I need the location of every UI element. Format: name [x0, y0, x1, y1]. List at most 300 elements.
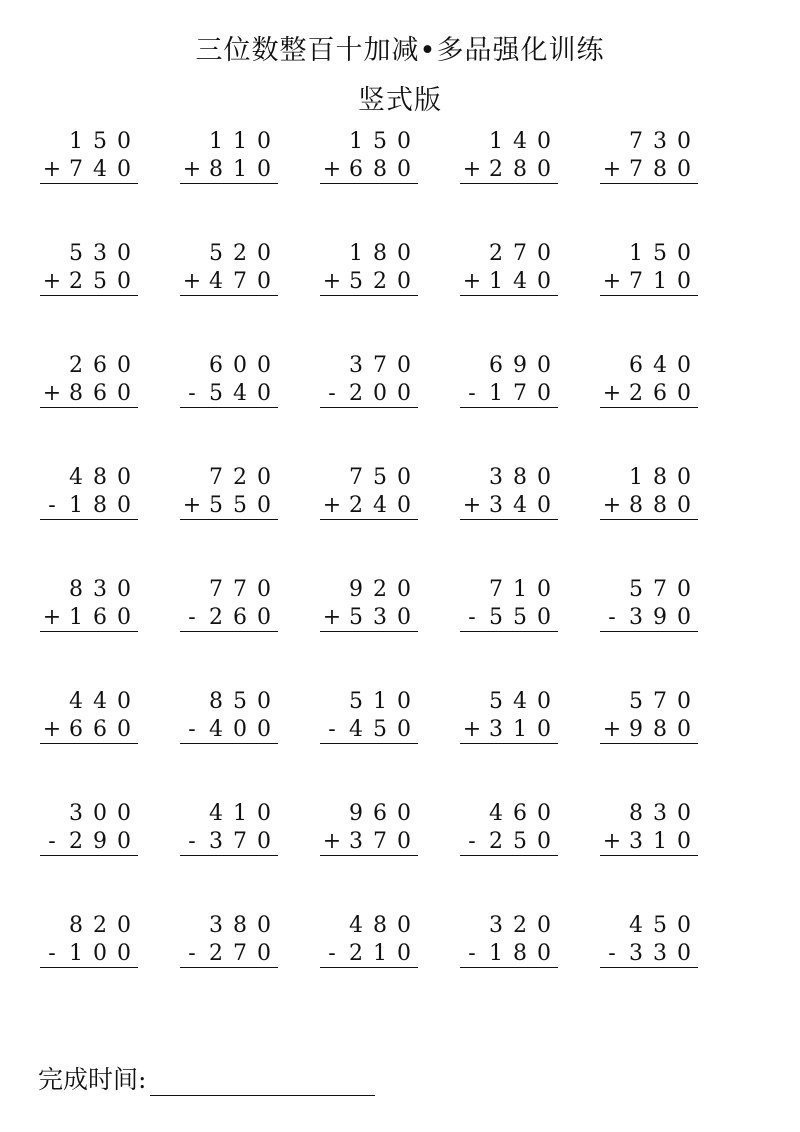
digit: 6	[653, 381, 667, 406]
bottom-operand	[600, 157, 698, 182]
operator-spacer	[40, 801, 64, 826]
problem	[320, 124, 460, 236]
top-operand	[460, 129, 558, 154]
digit: 0	[397, 829, 411, 854]
digit: 4	[489, 801, 503, 826]
operator-spacer	[40, 913, 64, 938]
digit: 4	[513, 129, 527, 154]
digit: 5	[513, 605, 527, 630]
answer-line	[460, 183, 558, 184]
digit: 1	[69, 493, 83, 518]
operator: -	[328, 941, 336, 966]
digit: 8	[653, 493, 667, 518]
top-operand	[600, 353, 698, 378]
digit: 5	[373, 129, 387, 154]
answer-line	[180, 743, 278, 744]
digit: 8	[653, 717, 667, 742]
digit: 9	[513, 353, 527, 378]
digit: 4	[69, 689, 83, 714]
operator: +	[322, 157, 342, 182]
operator: +	[322, 493, 342, 518]
operator-spacer	[460, 241, 484, 266]
digit: 0	[397, 157, 411, 182]
digit: 5	[233, 493, 247, 518]
bottom-operand	[40, 493, 138, 518]
operator: +	[322, 829, 342, 854]
digit: 8	[69, 913, 83, 938]
digit: 0	[397, 353, 411, 378]
digit: 0	[677, 577, 691, 602]
digit: 0	[117, 941, 131, 966]
operator: -	[608, 605, 616, 630]
problem	[600, 460, 740, 572]
digit: 4	[69, 465, 83, 490]
top-operand	[40, 241, 138, 266]
top-operand	[320, 129, 418, 154]
operator: +	[42, 605, 62, 630]
digit: 0	[677, 717, 691, 742]
operator-spacer	[40, 689, 64, 714]
digit: 0	[117, 801, 131, 826]
top-operand	[320, 689, 418, 714]
operator-spacer	[180, 577, 204, 602]
top-operand	[320, 577, 418, 602]
digit: 0	[257, 269, 271, 294]
operator: +	[42, 269, 62, 294]
bottom-operand	[180, 493, 278, 518]
digit: 1	[653, 269, 667, 294]
digit: 0	[397, 465, 411, 490]
digit: 0	[397, 129, 411, 154]
top-operand	[600, 577, 698, 602]
operator-spacer	[320, 577, 344, 602]
digit: 0	[397, 241, 411, 266]
answer-line	[600, 855, 698, 856]
answer-line	[40, 855, 138, 856]
digit: 0	[257, 801, 271, 826]
operator-spacer	[600, 577, 624, 602]
completion-time-blank[interactable]	[150, 1071, 375, 1096]
problem	[40, 684, 180, 796]
top-operand	[180, 801, 278, 826]
top-operand	[460, 241, 558, 266]
digit: 7	[233, 269, 247, 294]
top-operand	[460, 689, 558, 714]
digit: 2	[69, 353, 83, 378]
answer-line	[40, 967, 138, 968]
operator-spacer	[180, 129, 204, 154]
answer-line	[600, 519, 698, 520]
problem	[40, 460, 180, 572]
digit: 0	[537, 941, 551, 966]
digit: 6	[513, 801, 527, 826]
digit: 6	[373, 801, 387, 826]
top-operand	[600, 129, 698, 154]
answer-line	[180, 295, 278, 296]
answer-line	[180, 855, 278, 856]
digit: 5	[629, 689, 643, 714]
page-title: 三位数整百十加减•多品强化训练	[195, 35, 605, 66]
digit: 1	[513, 577, 527, 602]
digit: 3	[93, 241, 107, 266]
digit: 2	[373, 577, 387, 602]
digit: 0	[677, 941, 691, 966]
digit: 0	[117, 577, 131, 602]
operator-spacer	[460, 129, 484, 154]
digit: 7	[209, 577, 223, 602]
answer-line	[460, 855, 558, 856]
digit: 0	[117, 381, 131, 406]
operator: -	[188, 605, 196, 630]
operator: +	[182, 269, 202, 294]
top-operand	[40, 129, 138, 154]
bottom-operand	[460, 269, 558, 294]
digit: 4	[349, 717, 363, 742]
digit: 8	[629, 493, 643, 518]
digit: 9	[629, 717, 643, 742]
digit: 8	[209, 157, 223, 182]
operator: -	[468, 381, 476, 406]
operator-spacer	[40, 241, 64, 266]
digit: 0	[257, 689, 271, 714]
operator-spacer	[180, 801, 204, 826]
digit: 0	[677, 157, 691, 182]
digit: 0	[257, 493, 271, 518]
digit: 0	[397, 913, 411, 938]
answer-line	[40, 743, 138, 744]
operator: -	[468, 605, 476, 630]
problem	[40, 236, 180, 348]
digit: 2	[373, 269, 387, 294]
digit: 7	[69, 157, 83, 182]
digit: 1	[233, 157, 247, 182]
digit: 5	[209, 381, 223, 406]
digit: 0	[117, 241, 131, 266]
bottom-operand	[460, 829, 558, 854]
operator-spacer	[600, 129, 624, 154]
digit: 3	[653, 801, 667, 826]
digit: 3	[489, 913, 503, 938]
digit: 2	[233, 241, 247, 266]
digit: 7	[653, 577, 667, 602]
digit: 0	[257, 465, 271, 490]
digit: 4	[209, 717, 223, 742]
digit: 6	[93, 381, 107, 406]
digit: 0	[397, 941, 411, 966]
problem	[600, 908, 740, 1020]
digit: 0	[677, 493, 691, 518]
digit: 1	[489, 269, 503, 294]
digit: 3	[489, 493, 503, 518]
answer-line	[40, 519, 138, 520]
operator-spacer	[320, 241, 344, 266]
operator: -	[188, 941, 196, 966]
top-operand	[460, 801, 558, 826]
top-operand	[180, 129, 278, 154]
digit: 0	[257, 941, 271, 966]
digit: 4	[629, 913, 643, 938]
problem	[40, 796, 180, 908]
digit: 8	[93, 465, 107, 490]
bottom-operand	[460, 605, 558, 630]
digit: 3	[93, 577, 107, 602]
operator: -	[188, 829, 196, 854]
problem	[600, 684, 740, 796]
digit: 1	[653, 829, 667, 854]
operator: -	[48, 941, 56, 966]
operator: +	[602, 717, 622, 742]
digit: 3	[373, 605, 387, 630]
problem	[180, 572, 320, 684]
top-operand	[460, 465, 558, 490]
problem-row	[40, 348, 740, 460]
problem	[460, 684, 600, 796]
digit: 0	[537, 129, 551, 154]
problem-row	[40, 460, 740, 572]
digit: 6	[69, 717, 83, 742]
bottom-operand	[40, 941, 138, 966]
bottom-operand	[320, 269, 418, 294]
digit: 0	[93, 801, 107, 826]
operator-spacer	[40, 577, 64, 602]
digit: 5	[653, 913, 667, 938]
problem	[460, 908, 600, 1020]
digit: 0	[257, 157, 271, 182]
problem	[180, 236, 320, 348]
top-operand	[40, 577, 138, 602]
top-operand	[600, 801, 698, 826]
operator: +	[462, 269, 482, 294]
answer-line	[320, 295, 418, 296]
operator: +	[42, 157, 62, 182]
operator: +	[42, 717, 62, 742]
answer-line	[40, 407, 138, 408]
digit: 0	[117, 353, 131, 378]
top-operand	[460, 913, 558, 938]
operator: +	[322, 605, 342, 630]
top-operand	[40, 913, 138, 938]
digit: 7	[209, 465, 223, 490]
digit: 8	[233, 913, 247, 938]
operator: -	[188, 381, 196, 406]
problem	[320, 236, 460, 348]
operator-spacer	[180, 689, 204, 714]
problem	[180, 348, 320, 460]
problem	[180, 908, 320, 1020]
digit: 0	[397, 605, 411, 630]
digit: 5	[629, 577, 643, 602]
bottom-operand	[600, 605, 698, 630]
digit: 0	[257, 577, 271, 602]
problem-row	[40, 684, 740, 796]
operator: +	[462, 717, 482, 742]
operator-spacer	[320, 801, 344, 826]
digit: 0	[257, 241, 271, 266]
operator-spacer	[40, 353, 64, 378]
digit: 0	[257, 353, 271, 378]
digit: 3	[209, 829, 223, 854]
digit: 0	[257, 129, 271, 154]
digit: 1	[69, 129, 83, 154]
bottom-operand	[180, 381, 278, 406]
top-operand	[180, 913, 278, 938]
digit: 4	[209, 801, 223, 826]
digit: 5	[489, 689, 503, 714]
bottom-operand	[320, 605, 418, 630]
bottom-operand	[460, 381, 558, 406]
digit: 8	[69, 381, 83, 406]
digit: 0	[537, 605, 551, 630]
digit: 9	[93, 829, 107, 854]
digit: 0	[677, 381, 691, 406]
top-operand	[180, 577, 278, 602]
problem	[320, 908, 460, 1020]
problem-row	[40, 236, 740, 348]
digit: 0	[117, 829, 131, 854]
digit: 8	[629, 801, 643, 826]
digit: 5	[489, 605, 503, 630]
digit: 1	[349, 129, 363, 154]
digit: 7	[233, 577, 247, 602]
digit: 2	[93, 913, 107, 938]
answer-line	[180, 519, 278, 520]
top-operand	[320, 913, 418, 938]
bottom-operand	[180, 829, 278, 854]
digit: 7	[629, 129, 643, 154]
operator: +	[322, 269, 342, 294]
top-operand	[180, 241, 278, 266]
bottom-operand	[320, 717, 418, 742]
digit: 2	[209, 941, 223, 966]
operator-spacer	[460, 465, 484, 490]
digit: 1	[373, 689, 387, 714]
operator-spacer	[460, 913, 484, 938]
answer-line	[40, 631, 138, 632]
digit: 7	[233, 941, 247, 966]
digit: 5	[513, 829, 527, 854]
digit: 3	[69, 801, 83, 826]
answer-line	[460, 967, 558, 968]
digit: 3	[629, 941, 643, 966]
digit: 0	[537, 381, 551, 406]
bottom-operand	[320, 941, 418, 966]
operator: -	[468, 829, 476, 854]
digit: 3	[489, 465, 503, 490]
digit: 1	[69, 605, 83, 630]
operator-spacer	[320, 465, 344, 490]
operator-spacer	[180, 465, 204, 490]
digit: 0	[117, 605, 131, 630]
digit: 0	[117, 269, 131, 294]
answer-line	[320, 407, 418, 408]
answer-line	[460, 519, 558, 520]
digit: 5	[349, 269, 363, 294]
digit: 0	[537, 241, 551, 266]
problem	[600, 124, 740, 236]
problem	[320, 684, 460, 796]
digit: 0	[677, 241, 691, 266]
digit: 6	[93, 605, 107, 630]
digit: 5	[93, 129, 107, 154]
digit: 4	[653, 353, 667, 378]
digit: 4	[373, 493, 387, 518]
digit: 0	[117, 717, 131, 742]
digit: 2	[513, 913, 527, 938]
problem	[40, 572, 180, 684]
operator-spacer	[40, 465, 64, 490]
digit: 1	[489, 381, 503, 406]
digit: 1	[233, 801, 247, 826]
digit: 6	[349, 157, 363, 182]
problem	[180, 796, 320, 908]
answer-line	[320, 519, 418, 520]
digit: 0	[537, 913, 551, 938]
problem	[460, 236, 600, 348]
operator: +	[462, 493, 482, 518]
digit: 1	[373, 941, 387, 966]
digit: 0	[677, 129, 691, 154]
problem	[180, 684, 320, 796]
answer-line	[460, 631, 558, 632]
digit: 0	[537, 465, 551, 490]
digit: 1	[233, 129, 247, 154]
digit: 1	[629, 241, 643, 266]
digit: 6	[93, 717, 107, 742]
problem	[460, 796, 600, 908]
page-subtitle: 竖式版	[358, 85, 442, 116]
operator: +	[462, 157, 482, 182]
digit: 7	[233, 829, 247, 854]
operator-spacer	[180, 353, 204, 378]
operator-spacer	[600, 241, 624, 266]
digit: 8	[373, 913, 387, 938]
digit: 0	[257, 829, 271, 854]
top-operand	[460, 353, 558, 378]
digit: 0	[257, 381, 271, 406]
bottom-operand	[40, 269, 138, 294]
top-operand	[40, 801, 138, 826]
answer-line	[320, 743, 418, 744]
top-operand	[600, 913, 698, 938]
digit: 6	[489, 353, 503, 378]
digit: 9	[349, 801, 363, 826]
operator-spacer	[460, 689, 484, 714]
digit: 0	[233, 353, 247, 378]
bottom-operand	[40, 717, 138, 742]
operator: +	[42, 381, 62, 406]
digit: 2	[209, 605, 223, 630]
digit: 0	[93, 941, 107, 966]
bottom-operand	[460, 717, 558, 742]
digit: 2	[69, 269, 83, 294]
problem-grid	[40, 124, 740, 1020]
answer-line	[40, 295, 138, 296]
digit: 7	[653, 689, 667, 714]
problem	[320, 348, 460, 460]
digit: 4	[513, 689, 527, 714]
digit: 0	[257, 913, 271, 938]
bottom-operand	[40, 829, 138, 854]
digit: 0	[677, 269, 691, 294]
bottom-operand	[320, 381, 418, 406]
digit: 0	[397, 269, 411, 294]
problem	[600, 236, 740, 348]
answer-line	[600, 743, 698, 744]
digit: 0	[257, 605, 271, 630]
bottom-operand	[180, 269, 278, 294]
digit: 1	[209, 129, 223, 154]
digit: 0	[397, 717, 411, 742]
